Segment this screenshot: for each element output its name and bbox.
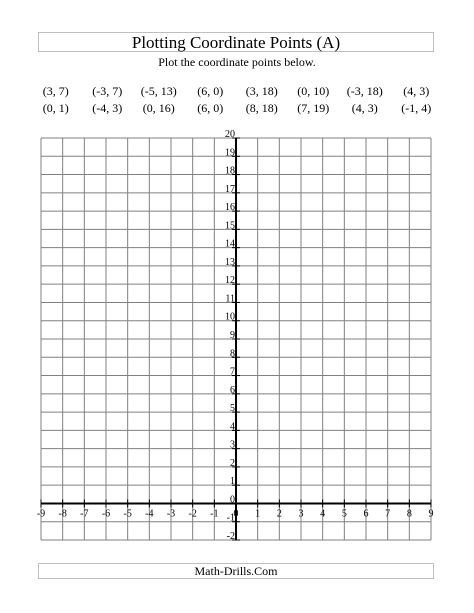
y-tick-label: 0 [230, 494, 235, 506]
coordinate-point: (-1, 4) [401, 101, 432, 115]
x-tick-label: -8 [58, 508, 67, 520]
y-tick-label: 17 [225, 183, 235, 195]
x-tick-label: 0 [233, 508, 239, 520]
y-tick-label: 8 [230, 348, 235, 360]
y-tick-label: 5 [230, 403, 235, 415]
coordinate-point: (0, 16) [142, 101, 175, 115]
y-tick-label: 12 [225, 275, 235, 287]
y-tick-label: 11 [225, 293, 235, 305]
footer-text: Math-Drills.Com [194, 564, 278, 578]
y-tick-label: -2 [226, 531, 235, 542]
y-tick-label: -1 [226, 512, 235, 524]
coordinate-point: (4, 3) [351, 101, 378, 115]
y-tick-label: 20 [225, 129, 235, 140]
x-tick-label: -9 [36, 508, 46, 520]
x-tick-label: 7 [385, 508, 391, 520]
coordinate-point: (-4, 3) [92, 101, 123, 115]
y-tick-label: 9 [230, 330, 235, 341]
y-tick-label: 13 [225, 256, 235, 268]
coordinate-point: (-5, 13) [140, 84, 177, 98]
y-tick-label: 18 [225, 165, 235, 177]
y-tick-label: 7 [230, 366, 235, 378]
coordinate-point: (-3, 18) [346, 84, 383, 98]
y-tick-label: 1 [230, 476, 235, 488]
coordinate-point: (6, 0) [197, 101, 224, 115]
worksheet-instructions: Plot the coordinate points below. [158, 55, 316, 69]
y-tick-label: 4 [230, 421, 235, 433]
x-tick-label: -1 [210, 508, 219, 520]
x-tick-label: 9 [428, 508, 434, 520]
y-tick-label: 19 [225, 147, 235, 159]
x-tick-label: -7 [80, 508, 89, 520]
coordinate-point: (4, 3) [403, 84, 430, 98]
x-tick-label: 6 [363, 508, 369, 520]
y-tick-label: 6 [230, 384, 235, 396]
x-tick-label: 2 [276, 508, 282, 520]
y-tick-label: 2 [230, 457, 235, 469]
y-tick-label: 14 [225, 238, 235, 250]
x-tick-label: -3 [166, 508, 176, 520]
x-tick-label: 8 [406, 508, 412, 520]
coordinate-point: (7, 19) [297, 101, 330, 115]
coordinate-point: (6, 0) [197, 84, 224, 98]
coordinate-point: (0, 10) [297, 84, 330, 98]
y-tick-label: 15 [225, 220, 235, 232]
x-tick-label: 4 [320, 508, 326, 520]
x-tick-label: -6 [101, 508, 111, 520]
coordinate-point: (3, 7) [42, 84, 69, 98]
footer [38, 563, 434, 579]
coordinate-point: (8, 18) [245, 101, 278, 115]
x-tick-label: -2 [188, 508, 197, 520]
worksheet-title-text: Plotting Coordinate Points (A) [131, 33, 341, 52]
x-tick-label: 3 [298, 508, 304, 520]
x-tick-label: 5 [341, 508, 347, 520]
coordinate-point: (0, 1) [42, 101, 69, 115]
y-tick-label: 10 [225, 311, 235, 323]
y-tick-label: 16 [225, 202, 235, 214]
x-tick-label: -5 [123, 508, 132, 520]
coordinate-point: (3, 18) [245, 84, 278, 98]
coordinate-point: (-3, 7) [92, 84, 123, 98]
x-tick-label: 1 [255, 508, 261, 520]
x-tick-label: -4 [145, 508, 154, 520]
y-tick-label: 3 [230, 439, 235, 451]
